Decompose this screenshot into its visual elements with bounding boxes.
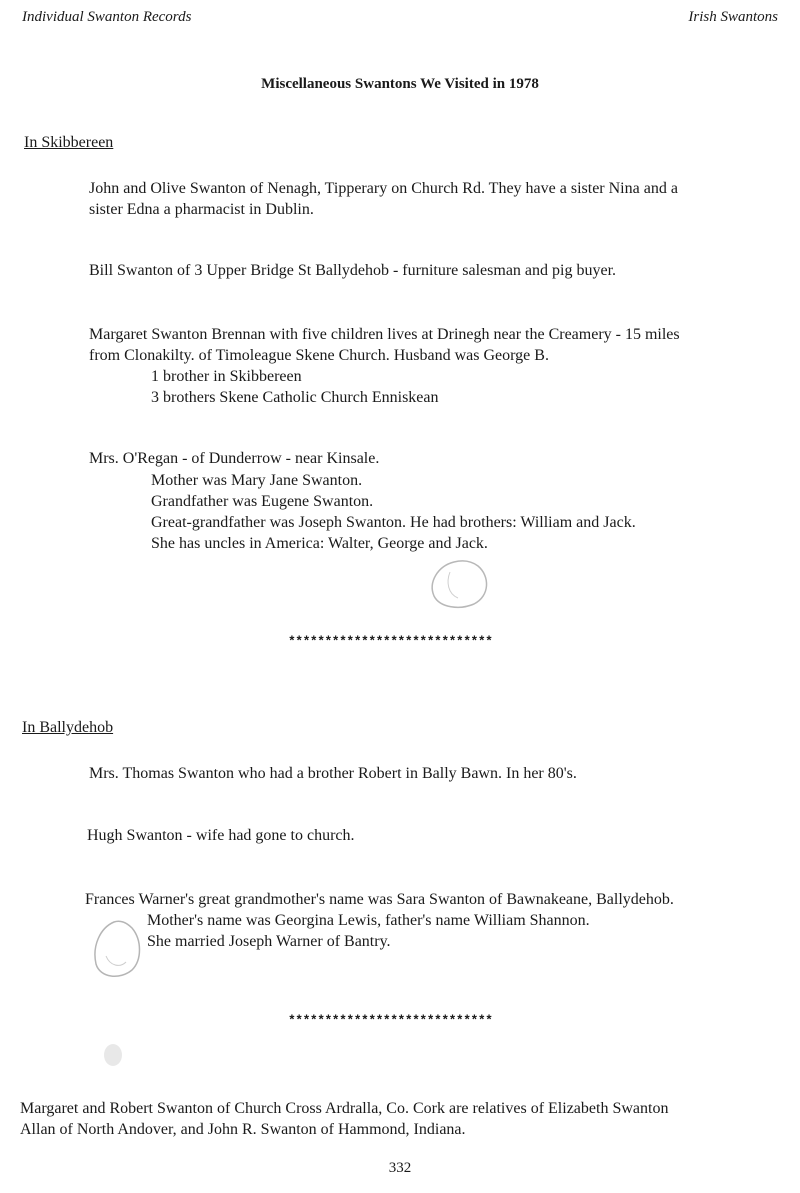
ballydehob-entry-3-sub-1: Mother's name was Georgina Lewis, father's name William Shannon. — [147, 912, 590, 929]
skibbereen-entry-3-line-2: from Clonakilty. of Timoleague Skene Church. Husband was George B. — [89, 347, 549, 364]
skibbereen-entry-1-line-2: sister Edna a pharmacist in Dublin. — [89, 201, 314, 218]
skibbereen-entry-1-line-1: John and Olive Swanton of Nenagh, Tipperary on Church Rd. They have a sister Nina and a — [89, 180, 678, 197]
running-header-right: Irish Swantons — [688, 9, 778, 25]
skibbereen-entry-4-sub-2: Grandfather was Eugene Swanton. — [151, 493, 374, 510]
skibbereen-entry-3-line-1: Margaret Swanton Brennan with five children lives at Drinegh near the Creamery - 15 miles — [89, 326, 680, 343]
separator-stars: **************************** — [288, 1013, 493, 1028]
page-title: Miscellaneous Swantons We Visited in 1978 — [261, 76, 539, 92]
skibbereen-entry-4-line-1: Mrs. O'Regan - of Dunderrow - near Kinsale. — [89, 450, 380, 467]
ballydehob-entry-3-sub-2: She married Joseph Warner of Bantry. — [147, 933, 391, 950]
skibbereen-entry-4-sub-3: Great-grandfather was Joseph Swanton. He had brothers: William and Jack. — [151, 514, 636, 531]
separator-stars: **************************** — [288, 634, 493, 649]
ballydehob-entry-2: Hugh Swanton - wife had gone to church. — [87, 827, 355, 844]
ballydehob-entry-1: Mrs. Thomas Swanton who had a brother Robert in Bally Bawn. In her 80's. — [89, 765, 577, 782]
stain-mark — [86, 916, 148, 986]
closing-line-2: Allan of North Andover, and John R. Swanton of Hammond, Indiana. — [20, 1121, 466, 1138]
section-heading-ballydehob: In Ballydehob — [22, 719, 114, 736]
running-header-left: Individual Swanton Records — [22, 9, 192, 25]
skibbereen-entry-4-sub-1: Mother was Mary Jane Swanton. — [151, 472, 363, 489]
section-heading-skibbereen: In Skibbereen — [24, 134, 114, 151]
closing-line-1: Margaret and Robert Swanton of Church Cross Ardralla, Co. Cork are relatives of Elizabeth Swanton — [20, 1100, 669, 1117]
skibbereen-entry-3-sub-1: 1 brother in Skibbereen — [151, 368, 302, 385]
skibbereen-entry-3-sub-2: 3 brothers Skene Catholic Church Enniskean — [151, 389, 439, 406]
skibbereen-entry-4-sub-4: She has uncles in America: Walter, George and Jack. — [151, 535, 488, 552]
skibbereen-entry-2: Bill Swanton of 3 Upper Bridge St Ballydehob - furniture salesman and pig buyer. — [89, 262, 617, 279]
page-number: 332 — [388, 1160, 412, 1176]
ballydehob-entry-3-line-1: Frances Warner's great grandmother's name was Sara Swanton of Bawnakeane, Ballydehob. — [85, 891, 674, 908]
smudge-mark — [98, 1040, 128, 1070]
stain-mark — [424, 556, 496, 614]
